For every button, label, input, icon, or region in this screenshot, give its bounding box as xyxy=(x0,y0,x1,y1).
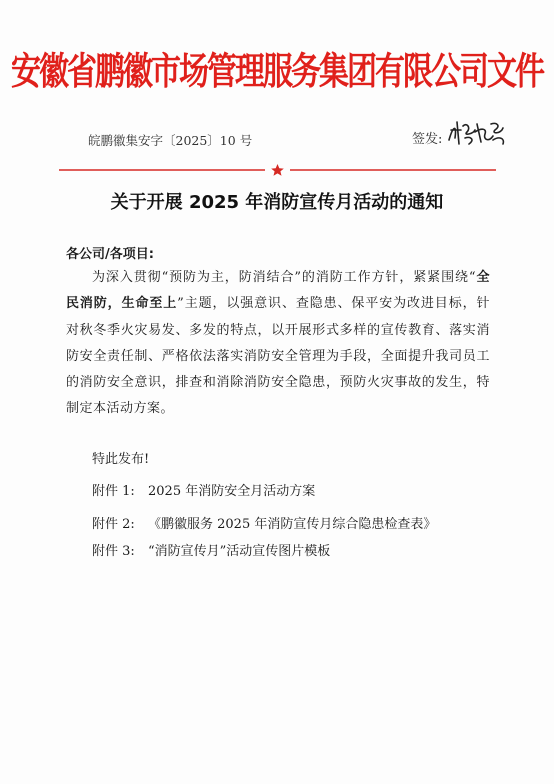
handwritten-signature xyxy=(445,118,509,148)
attachment-item xyxy=(92,480,315,499)
star-icon xyxy=(271,164,284,176)
attachment-label: 附件 2: xyxy=(92,517,135,532)
body-text-bold: 全民消防，生命至上 xyxy=(66,270,490,312)
body-text-part2: ”主题，以强意识、查隐患、保平安为改进目标，针对秋冬季火灾易发、多发的特点，以开展形式多样的宣传教育、落实消防安全责任制、严格依法落实消防安全管理为手段，全面提升我司员工的消防安全意识，排查和消除消防安全隐患，预防火灾事故的发生，特制定本活动方案。 xyxy=(66,296,490,417)
red-header-title: 安徽省鹏徽市场管理服务集团有限公司文件 xyxy=(11,50,543,94)
document-number: 皖鹏徽集安字〔2025〕10 号 xyxy=(88,133,253,148)
attachment-text: 《鹏徽服务 2025 年消防宣传月综合隐患检查表》 xyxy=(148,517,437,532)
attachment-text: “消防宣传月”活动宣传图片模板 xyxy=(148,544,331,559)
closing-line: 特此发布! xyxy=(92,452,150,467)
attachment-label: 附件 1: xyxy=(92,484,135,499)
red-divider-with-star xyxy=(59,164,496,176)
body-text-part1: 为深入贯彻“预防为主，防消结合”的消防工作方针，紧紧围绕“ xyxy=(92,270,477,285)
attachment-label: 附件 3: xyxy=(92,544,135,559)
addressee: 各公司/各项目: xyxy=(66,247,154,262)
document-title: 关于开展 2025 年消防宣传月活动的通知 xyxy=(110,192,444,213)
signer-label: 签发: xyxy=(412,132,443,147)
attachment-text: 2025 年消防安全月活动方案 xyxy=(148,484,316,499)
attachment-item xyxy=(92,540,330,559)
body-paragraph xyxy=(66,265,490,423)
attachment-item xyxy=(92,513,436,532)
